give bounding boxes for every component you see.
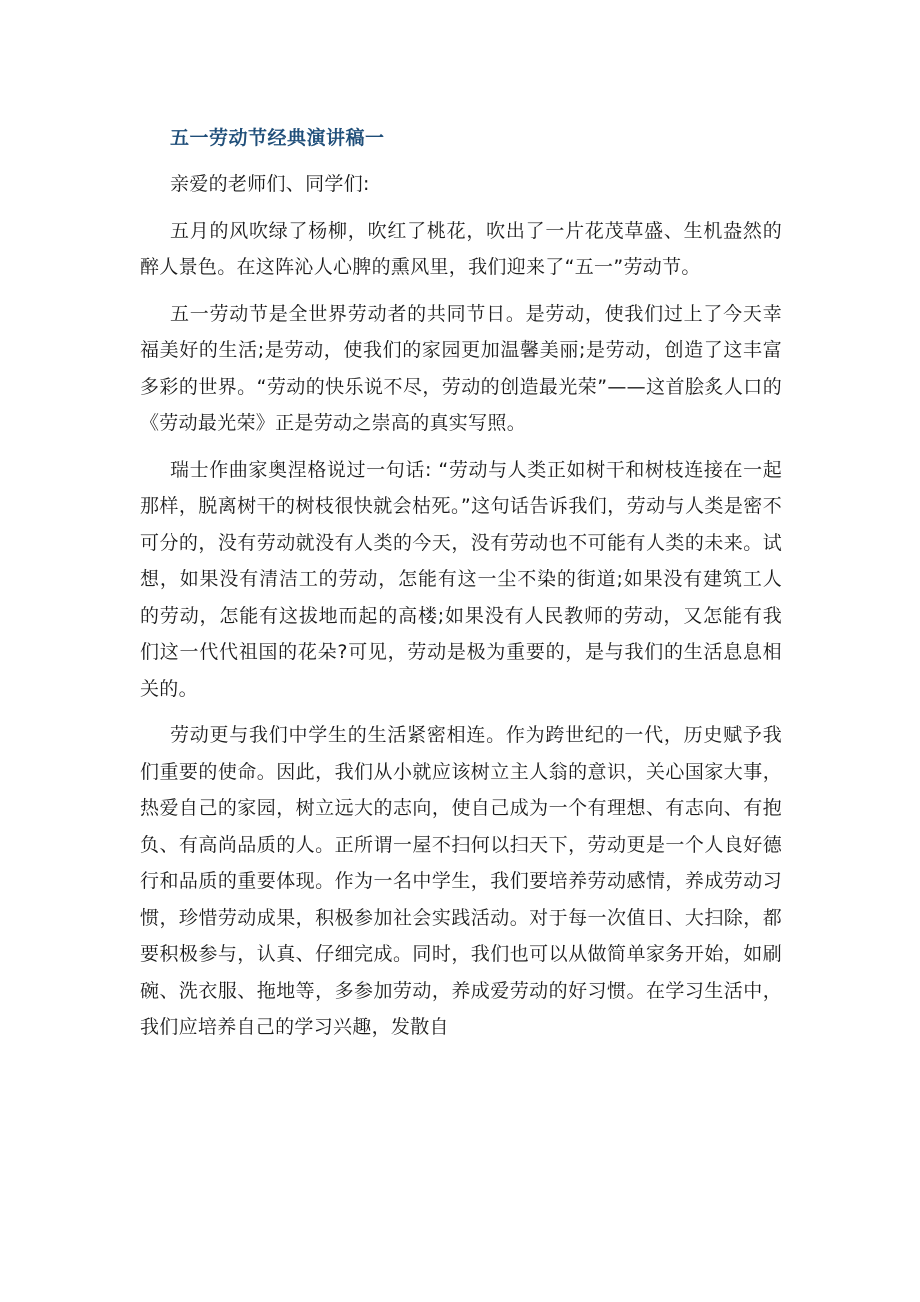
paragraph-students: 劳动更与我们中学生的生活紧密相连。作为跨世纪的一代，历史赋予我们重要的使命。因此，我们从小就应该树立主人翁的意识，关心国家大事，热爱自己的家园，树立远大的志向，使自己成为一个有理想、有志向、有抱负、有高尚品质的人。正所谓一屋不扫何以扫天下，劳动更是一个人良好德行和品质的重要体现。作为一名中学生，我们要培养劳动感情，养成劳动习惯，珍惜劳动成果，积极参加社会实践活动。对于每一次值日、大扫除，都要积极参与，认真、仔细完成。同时，我们也可以从做简单家务开始，如刷碗、洗衣服、拖地等，多参加劳动，养成爱劳动的好习惯。在学习生活中，我们应培养自己的学习兴趣，发散自 — [140, 724, 782, 1038]
document-body — [140, 120, 782, 1056]
paragraph-labor-day: 五一劳动节是全世界劳动者的共同节日。是劳动，使我们过上了今天幸福美好的生活;是劳动，使我们的家园更加温馨美丽;是劳动，创造了这丰富多彩的世界。“劳动的快乐说不尽，劳动的创造最光荣”——这首脍炙人口的《劳动最光荣》正是劳动之崇高的真实写照。 — [140, 302, 782, 434]
paragraph-may-wind: 五月的风吹绿了杨柳，吹红了桃花，吹出了一片花茂草盛、生机盎然的醉人景色。在这阵沁人心脾的熏风里，我们迎来了“五一”劳动节。 — [140, 219, 782, 278]
document-title: 五一劳动节经典演讲稿一 — [170, 127, 385, 149]
paragraph-honegger-quote: 瑞士作曲家奥涅格说过一句话: “劳动与人类正如树干和树枝连接在一起那样，脱离树干的树枝很快就会枯死。”这句话告诉我们，劳动与人类是密不可分的，没有劳动就没有人类的今天，没有劳动也不可能有人类的未来。试想，如果没有清洁工的劳动，怎能有这一尘不染的街道;如果没有建筑工人的劳动，怎能有这拔地而起的高楼;如果没有人民教师的劳动，又怎能有我们这一代代祖国的花朵?可见，劳动是极为重要的，是与我们的生活息息相关的。 — [140, 458, 782, 700]
paragraph-greeting: 亲爱的老师们、同学们: — [170, 173, 370, 195]
